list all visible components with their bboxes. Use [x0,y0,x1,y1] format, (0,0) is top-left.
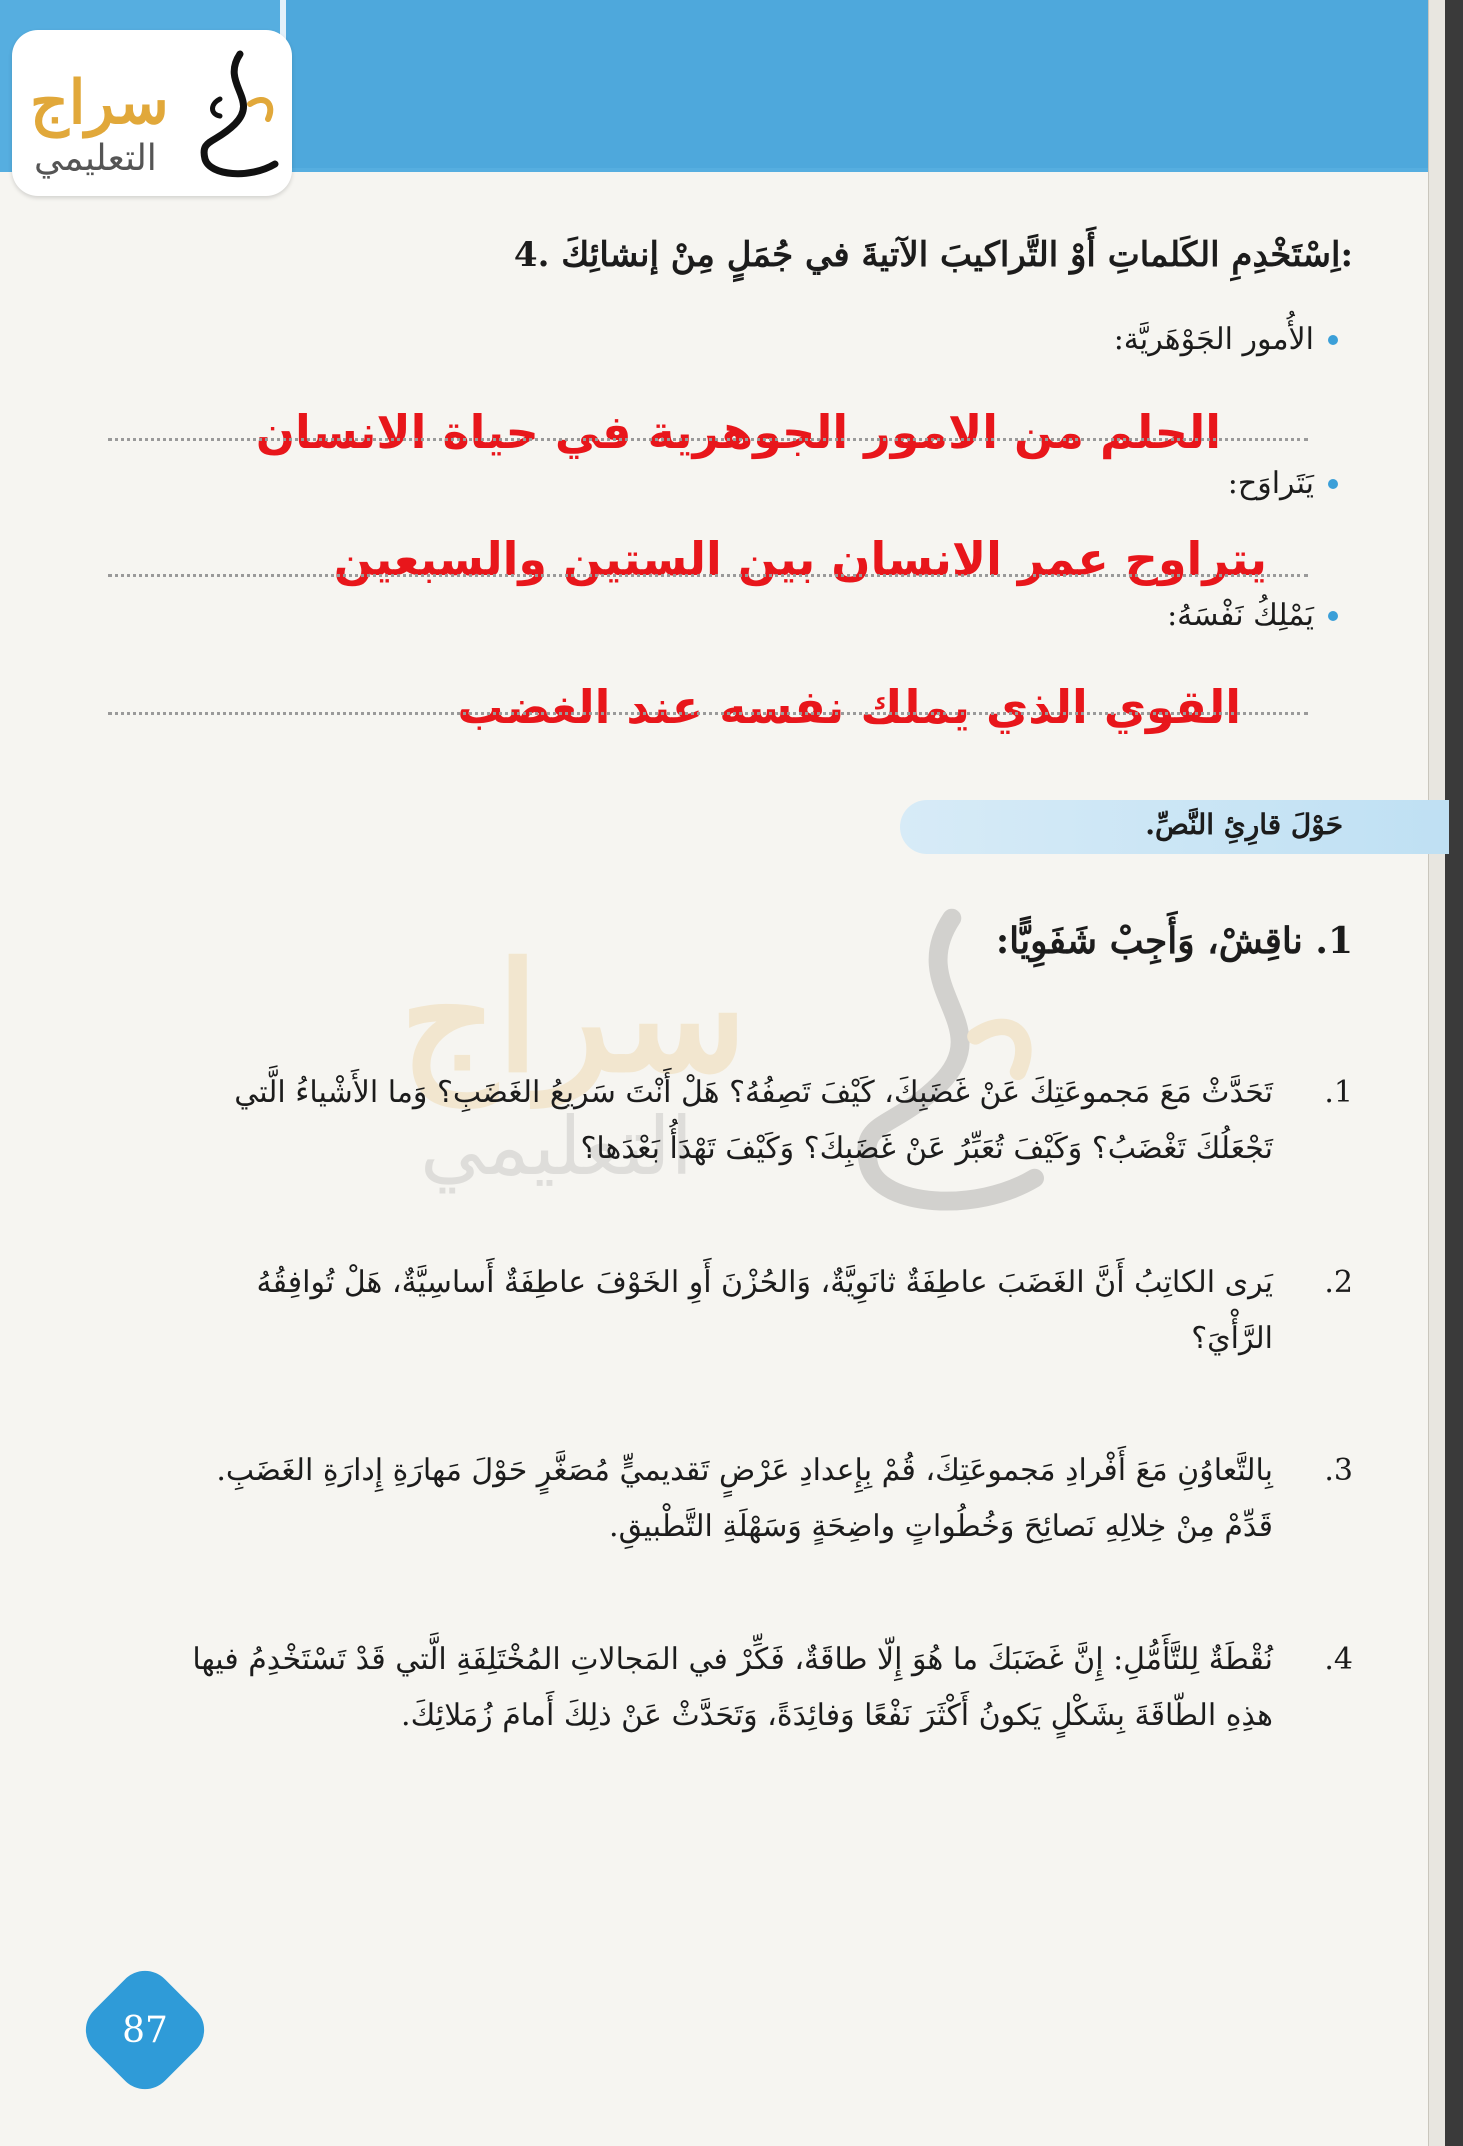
watermark-subtitle: التعليمي [420,1100,693,1193]
discussion-heading: 1. ناقِشْ، وَأَجِبْ شَفَوِيًّا: [995,920,1353,962]
term-2-label: يَتَراوَح: [1227,466,1314,501]
siraj-logo [12,30,292,196]
answer-line-3 [108,712,1308,715]
item-number: 4. [1324,1642,1353,1677]
answer-3: القوي الذي يملك نفسه عند الغضب [457,680,1241,734]
answer-line-1 [108,438,1308,441]
answer-line-2 [108,574,1308,577]
item-number: 3. [1324,1453,1353,1488]
item-number: 1. [1324,1075,1353,1110]
item-text: بِالتَّعاوُنِ مَعَ أَفْرادِ مَجموعَتِكَ، قُمْ بِإِعدادِ عَرْضٍ تَقديميٍّ مُصَغَّرٍ حَوْلَ مَهارَةِ إِدارَةِ الغَضَبِ. قَدِّمْ مِنْ خِلالِهِ نَصائِحَ وَخُطُواتٍ واضِحَةٍ وَسَهْلَةِ التَّطْبيقِ. [216,1453,1273,1544]
term-1-label: الأُمور الجَوْهَريَّة: [1113,322,1314,357]
bullet-icon [1328,335,1338,345]
bullet-icon [1328,479,1338,489]
header-band-inner [280,0,1455,168]
item-text: تَحَدَّثْ مَعَ مَجموعَتِكَ عَنْ غَضَبِكَ، كَيْفَ تَصِفُهُ؟ هَلْ أَنْتَ سَريعُ الغَضَبِ؟ وَما الأَشْياءُ الَّتي تَجْعَلُكَ تَغْضَبُ؟ وَكَيْفَ تُعَبِّرُ عَنْ غَضَبِكَ؟ وَكَيْفَ تَهْدَأُ بَعْدَها؟ [234,1075,1273,1166]
section-label: حَوْلَ قارِئِ النَّصِّ. [1145,808,1343,841]
discussion-item-3 [173,1443,1353,1555]
item-number: 2. [1324,1265,1353,1300]
watermark-word: سراج [400,930,747,1106]
discussion-item-2 [173,1255,1353,1367]
watermark [380,860,1080,1260]
discussion-item-4 [173,1632,1353,1744]
item-text: نُقْطَةٌ لِلتَّأَمُّلِ: إِنَّ غَضَبَكَ ما هُوَ إِلّا طاقَةٌ، فَكِّرْ في المَجالاتِ المُخْتَلِفَةِ الَّتي قَدْ تَسْتَخْدِمُ فيها هذِهِ الطّاقَةَ بِشَكْلٍ يَكونُ أَكْثَرَ نَفْعًا وَفائِدَةً، وَتَحَدَّثْ عَنْ ذلِكَ أَمامَ زُمَلائِكَ. [192,1642,1273,1733]
page-edge-light [1428,0,1445,2146]
discussion-item-1 [173,1065,1353,1177]
page-number: 87 [122,2010,168,2051]
item-text: يَرى الكاتِبُ أَنَّ الغَضَبَ عاطِفَةٌ ثانَوِيَّةٌ، وَالحُزْنَ أَوِ الخَوْفَ عاطِفَةٌ أَساسِيَّةٌ، هَلْ تُوافِقُهُ الرَّأْيَ؟ [256,1265,1273,1356]
term-3 [1167,598,1338,633]
logo-calligraphy-icon [180,44,290,184]
answer-2: يتراوح عمر الانسان بين الستين والسبعين [333,532,1267,586]
term-2 [1228,466,1338,501]
term-1 [1114,322,1338,357]
term-3-label: يَمْلِكُ نَفْسَهُ: [1167,598,1314,633]
bullet-icon [1328,611,1338,621]
exercise-4-heading: 4. اِسْتَخْدِمِ الكَلماتِ أَوْ التَّراكيبَ الآتيةَ في جُمَلٍ مِنْ إنشائِكَ: [513,235,1353,275]
logo-subtitle: التعليمي [34,138,157,179]
answer-1: الحلم من الامور الجوهرية في حياة الانسان [255,405,1221,459]
logo-word: سراج [30,68,169,138]
page-edge-dark [1445,0,1463,2146]
